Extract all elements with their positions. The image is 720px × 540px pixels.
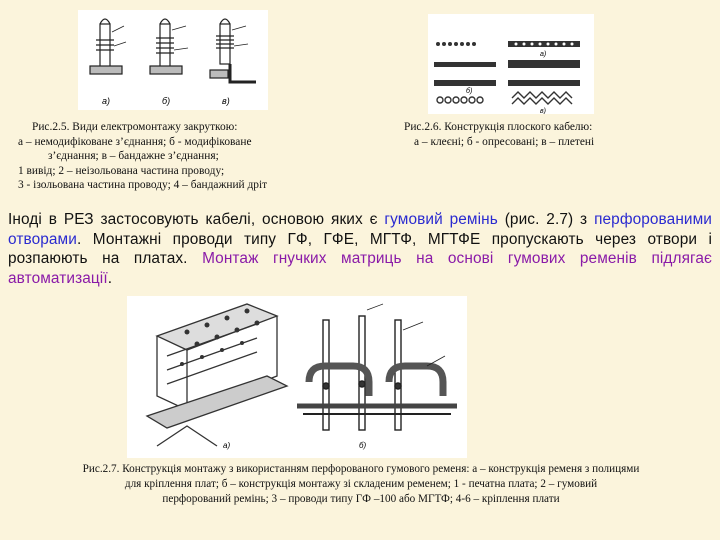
paragraph-text: Іноді в РЕЗ застосовують кабелі, основою яких є: [8, 211, 385, 228]
fig26-caption-line: Рис.2.6. Конструкція плоского кабелю:: [404, 121, 593, 133]
fig27-caption-line: перфорований ремінь; 3 – проводи типу ГФ –100 або МГТФ; 4-6 – кріплення плати: [162, 493, 560, 505]
figure-2-7-drawing: [127, 296, 467, 458]
fig27-caption: [8, 462, 714, 507]
fig25-caption: [18, 120, 348, 193]
fig25-caption-line: а – немодифіковане з’єднання; б - модифіковане: [18, 135, 252, 148]
paragraph-text: .: [107, 269, 113, 287]
fig25-sublabel-a: а): [102, 96, 111, 106]
fig25-caption-line: 3 - ізольована частина проводу; 4 – бандажний дріт: [18, 179, 268, 192]
fig26-sublabel-b: б): [466, 88, 473, 95]
paragraph-text: (рис. 2.7) з: [497, 211, 595, 228]
fig25-caption-line: з’єднання; в – бандажне з’єднання;: [48, 150, 219, 163]
figure-2-5-drawing: [78, 10, 268, 110]
figure-2-7: [127, 296, 467, 458]
fig26-caption-line: а – клеєні; б - опресовані; в – плетені: [414, 135, 595, 148]
fig27-sublabel-a: а): [223, 441, 231, 450]
fig25-sublabel-c: в): [222, 96, 230, 106]
body-paragraph: [8, 210, 712, 288]
highlight-automation: Монтаж гнучких матриць на основі гумових ременів підлягає автоматизації: [8, 250, 712, 287]
fig27-caption-line: Рис.2.7. Конструкція монтажу з використанням перфорованого гумового ременя: а – конструкція ременя з полицями: [82, 463, 640, 475]
paragraph-text: . Монтажні проводи типу ГФ, ГФЕ, МГТФ, МГТФЕ пропускають через отвори і розпаюють на платах.: [8, 230, 712, 268]
figure-2-6-drawing: [428, 14, 594, 114]
highlight-perforated-holes: перфорованими отворами: [8, 211, 712, 248]
fig26-caption: [404, 120, 704, 149]
fig26-sublabel-a: а): [540, 51, 547, 58]
fig26-sublabel-c: в): [540, 108, 546, 114]
figure-2-5: [78, 10, 268, 110]
figure-2-6: [428, 14, 594, 114]
fig25-sublabel-b: б): [162, 96, 171, 106]
fig25-caption-line: Рис.2.5. Види електромонтажу закруткою:: [32, 121, 238, 133]
fig27-caption-line: для кріплення плат; б – конструкція монтажу зі складеним ременем; 1 - печатна плата; 2 – гумовий: [124, 478, 598, 490]
highlight-rubber-belt: гумовий ремінь: [384, 211, 498, 228]
fig25-caption-line: 1 вивід; 2 – неізольована частина проводу;: [18, 164, 225, 177]
fig27-sublabel-b: б): [359, 441, 367, 450]
